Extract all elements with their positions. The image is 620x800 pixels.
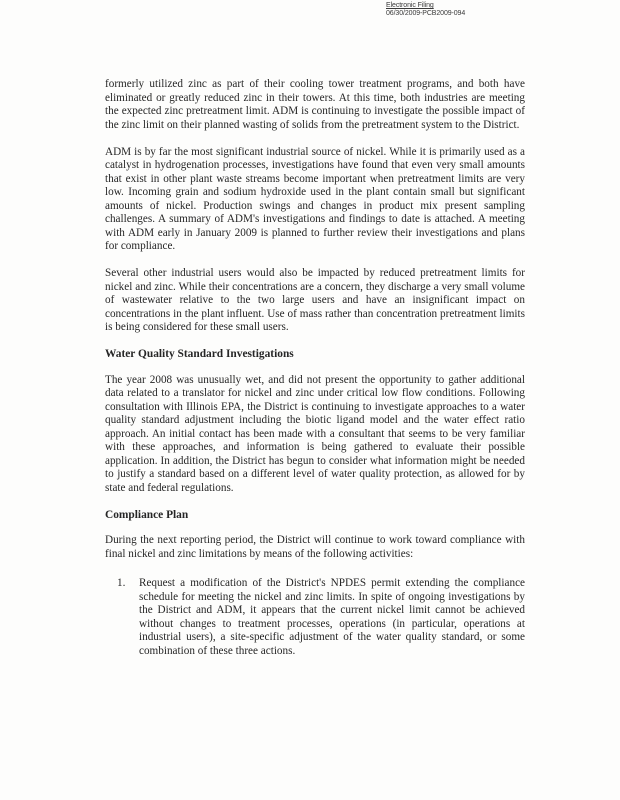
paragraph-compliance-intro: During the next reporting period, the District will continue to work toward compliance with final nickel and zinc limitations by means of the following activities: (105, 534, 525, 560)
electronic-filing-stamp (386, 2, 465, 18)
paragraph-other-industrial-users: Several other industrial users would also be impacted by reduced pretreatment limits for nickel and zinc. While their concentrations are a concern, they discharge a very small volume of wastewater relative to the two large users and have an insignificant impact on concentrations in the plant influent. Use of mass rather than concentration pretreatment limits is being considered for these small users. (105, 267, 525, 333)
stamp-line-2: 06/30/2009-PCB2009-094 (386, 10, 466, 17)
stamp-line-1: Electronic Filing (386, 2, 434, 9)
list-item (117, 577, 525, 658)
list-item-text: Request a modification of the District's NPDES permit extending the compliance schedule for meeting the nickel and zinc limits. In spite of ongoing investigations by the District and ADM, it appears that the current nickel limit cannot be achieved without changes to treatment processes, operations (in particular, operations at industrial users), a site-specific adjustment of the water quality standard, or some combination of these three actions. (139, 577, 525, 657)
heading-compliance-plan: Compliance Plan (105, 508, 189, 521)
compliance-actions-list (105, 577, 525, 658)
paragraph-adm-nickel: ADM is by far the most significant industrial source of nickel. While it is primarily used as a catalyst in hydrogenation processes, investigations have found that even very small amounts that exist in other plant waste streams become important when pretreatment limits are very low. Incoming grain and sodium hydroxide used in the plant contain small but significant amounts of nickel. Production swings and changes in product mix present sampling challenges. A summary of ADM's investigations and findings to date is attached. A meeting with ADM early in January 2009 is planned to further review their investigations and plans for compliance. (105, 145, 525, 252)
paragraph-water-quality: The year 2008 was unusually wet, and did not present the opportunity to gather additional data related to a translator for nickel and zinc under critical low flow conditions. Following consultation with Illinois EPA, the District is continuing to investigate approaches to a water quality standard adjustment including the biotic ligand model and the water effect ratio approach. An initial contact has been made with a consultant that seems to be very familiar with these approaches, and information is being gathered to evaluate their possible application. In addition, the District has begun to consider what information might be needed to justify a standard based on a different level of water quality protection, as allowed for by state and federal regulations. (105, 373, 525, 494)
paragraph-zinc-cooling-towers: formerly utilized zinc as part of their cooling tower treatment programs, and both have eliminated or greatly reduced zinc in their towers. At this time, both industries are meeting the expected zinc pretreatment limit. ADM is continuing to investigate the possible impact of the zinc limit on their planned wasting of solids from the pretreatment system to the District. (105, 78, 525, 131)
document-body (105, 78, 525, 658)
heading-water-quality: Water Quality Standard Investigations (105, 348, 294, 360)
list-item-number: 1. (117, 577, 126, 589)
